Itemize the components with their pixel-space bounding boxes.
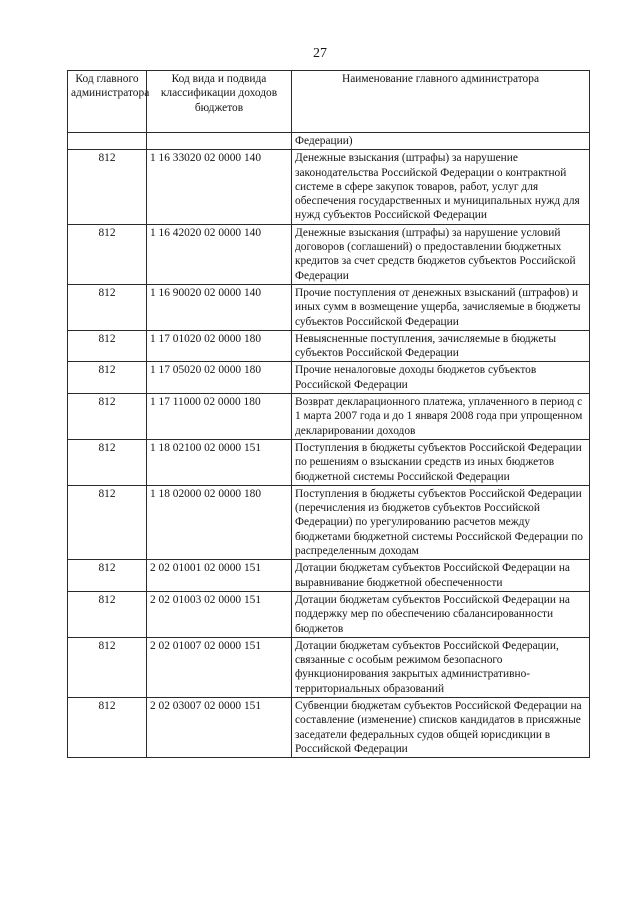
cell-admin-code: 812 xyxy=(68,284,147,330)
table-row xyxy=(68,362,590,394)
cell-admin-name: Поступления в бюджеты субъектов Российской Федерации по решениям о взыскании средств из иных бюджетов бюджетной системы Российской Федерации xyxy=(292,439,590,485)
cell-revenue-code xyxy=(147,133,292,150)
cell-admin-name: Дотации бюджетам субъектов Российской Федерации, связанные с особым режимом безопасного функционирования закрытых административно-территориальных образований xyxy=(292,637,590,697)
table-row xyxy=(68,560,590,592)
cell-admin-code: 812 xyxy=(68,224,147,284)
table-header-row xyxy=(68,71,590,133)
cell-admin-name: Денежные взыскания (штрафы) за нарушение законодательства Российской Федерации о контрактной системе в сфере закупок товаров, работ, услуг для обеспечения государственных и муниципальных нужд для нужд субъектов Российской Федерации xyxy=(292,150,590,224)
table-row xyxy=(68,485,590,559)
cell-admin-name: Дотации бюджетам субъектов Российской Федерации на поддержку мер по обеспечению сбалансированности бюджетов xyxy=(292,591,590,637)
cell-revenue-code: 1 17 05020 02 0000 180 xyxy=(147,362,292,394)
cell-admin-code: 812 xyxy=(68,330,147,362)
cell-revenue-code: 1 16 42020 02 0000 140 xyxy=(147,224,292,284)
cell-admin-name: Денежные взыскания (штрафы) за нарушение условий договоров (соглашений) о предоставлении бюджетных кредитов за счет средств бюджетов субъектов Российской Федерации xyxy=(292,224,590,284)
cell-admin-code: 812 xyxy=(68,697,147,757)
cell-admin-code: 812 xyxy=(68,591,147,637)
cell-admin-name: Возврат декларационного платежа, уплаченного в период с 1 марта 2007 года и до 1 января 2008 года при упрощенном декларировании доходов xyxy=(292,394,590,440)
table-row xyxy=(68,591,590,637)
cell-admin-name: Дотации бюджетам субъектов Российской Федерации на выравнивание бюджетной обеспеченности xyxy=(292,560,590,592)
table-row xyxy=(68,394,590,440)
cell-admin-code: 812 xyxy=(68,560,147,592)
revenue-administrators-table xyxy=(67,70,590,758)
cell-revenue-code: 1 16 90020 02 0000 140 xyxy=(147,284,292,330)
cell-admin-name: Федерации) xyxy=(292,133,590,150)
cell-admin-code: 812 xyxy=(68,394,147,440)
cell-admin-code: 812 xyxy=(68,485,147,559)
cell-revenue-code: 1 17 11000 02 0000 180 xyxy=(147,394,292,440)
cell-admin-name: Невыясненные поступления, зачисляемые в бюджеты субъектов Российской Федерации xyxy=(292,330,590,362)
cell-admin-name: Поступления в бюджеты субъектов Российской Федерации (перечисления из бюджетов субъектов Российской Федерации) по урегулированию расчетов между бюджетами бюджетной системы Российской Федерации по распределенным доходам xyxy=(292,485,590,559)
table-row xyxy=(68,284,590,330)
table-row xyxy=(68,330,590,362)
cell-admin-name: Субвенции бюджетам субъектов Российской Федерации на составление (изменение) списков кандидатов в присяжные заседатели федеральных судов общей юрисдикции в Российской Федерации xyxy=(292,697,590,757)
cell-revenue-code: 2 02 03007 02 0000 151 xyxy=(147,697,292,757)
header-revenue-code: Код вида и подвида классификации доходов бюджетов xyxy=(147,71,292,133)
cell-revenue-code: 2 02 01001 02 0000 151 xyxy=(147,560,292,592)
table-row xyxy=(68,697,590,757)
cell-admin-name: Прочие неналоговые доходы бюджетов субъектов Российской Федерации xyxy=(292,362,590,394)
cell-admin-code: 812 xyxy=(68,150,147,224)
cell-revenue-code: 1 18 02100 02 0000 151 xyxy=(147,439,292,485)
cell-revenue-code: 2 02 01007 02 0000 151 xyxy=(147,637,292,697)
cell-admin-code: 812 xyxy=(68,439,147,485)
table-row xyxy=(68,224,590,284)
header-admin-name: Наименование главного администратора xyxy=(292,71,590,133)
table-row xyxy=(68,150,590,224)
cell-revenue-code: 1 18 02000 02 0000 180 xyxy=(147,485,292,559)
table-row xyxy=(68,133,590,150)
table-row xyxy=(68,439,590,485)
cell-revenue-code: 1 16 33020 02 0000 140 xyxy=(147,150,292,224)
cell-admin-name: Прочие поступления от денежных взысканий (штрафов) и иных сумм в возмещение ущерба, зачисляемые в бюджеты субъектов Российской Федерации xyxy=(292,284,590,330)
cell-revenue-code: 1 17 01020 02 0000 180 xyxy=(147,330,292,362)
table-row xyxy=(68,637,590,697)
cell-admin-code: 812 xyxy=(68,637,147,697)
page-number: 27 xyxy=(313,46,327,61)
header-admin-code: Код главного администратора xyxy=(68,71,147,133)
cell-revenue-code: 2 02 01003 02 0000 151 xyxy=(147,591,292,637)
cell-admin-code xyxy=(68,133,147,150)
cell-admin-code: 812 xyxy=(68,362,147,394)
